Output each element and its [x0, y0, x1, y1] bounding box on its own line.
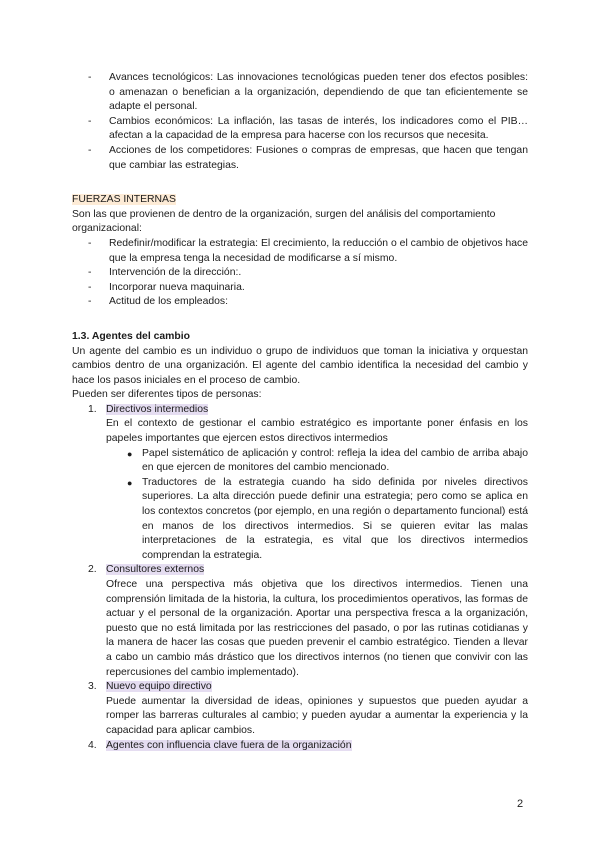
agent-types-list [72, 403, 528, 753]
dash-marker: - [88, 281, 92, 293]
list-item: - Acciones de los competidores: Fusiones o compras de empresas, que hacen que tengan que cambiar las estrategias. [88, 144, 528, 171]
internal-forces-intro: Son las que provienen de dentro de la organización, surgen del análisis del comportamiento organizacional: [72, 208, 496, 235]
list-item: - Redefinir/modificar la estrategia: El crecimiento, la reducción o el cambio de objetivos hace que la empresa tenga la necesidad de modificarse a sí mismo. [88, 237, 528, 264]
dash-marker: - [88, 237, 92, 249]
agent-type-title: Agentes con influencia clave fuera de la organización [106, 739, 352, 751]
dash-marker: - [88, 296, 92, 308]
dash-marker: - [88, 115, 92, 127]
agent-type-body: Ofrece una perspectiva más objetiva que los directivos intermedios. Tienen una comprensión limitada de la historia, la cultura, los procedimientos operativos, las formas de actuar y el personal de la organización. Aportar una perspectiva fresca a la organización, puesto que no está limitada por las restricciones del pasado, o por las rutinas cotidianas y la manera de hacer las cosas que pueden prevenir el cambio estratégico. Tienden a llevar a cabo un cambio más drástico que los directivos internos (no tienen que convivir con las repercusiones del cambio implementado). [106, 579, 528, 678]
list-item: - Intervención de la dirección:. [88, 266, 528, 281]
page-number: 2 [517, 798, 524, 810]
bullet-item: ● Papel sistemático de aplicación y control: refleja la idea del cambio de arriba abajo en que ejercen de monitores del cambio mencionado. [127, 447, 528, 474]
external-forces-list [72, 71, 528, 173]
change-agents-types-label: Pueden ser diferentes tipos de personas: [72, 389, 262, 401]
agent-type-item [88, 563, 528, 680]
change-agents-intro: Un agente del cambio es un individuo o grupo de individuos que toman la iniciativa y orquestan cambios dentro de una organización. El agente del cambio identifica la necesidad del cambio y hace los pasos iniciales en el proceso de cambio. [72, 345, 528, 386]
item-number: 1. [88, 403, 97, 415]
bullet-icon: ● [127, 477, 133, 488]
agent-type-title: Nuevo equipo directivo [106, 681, 212, 693]
dash-marker: - [88, 267, 92, 279]
agent-type-bullets [106, 447, 528, 564]
list-item: - Avances tecnológicos: Las innovaciones tecnológicas pueden tener dos efectos posibles: o amenazan o benefician a la organización, dependiendo de que tan eficientemente se adapte el personal. [88, 72, 528, 113]
agent-type-item [88, 739, 528, 754]
list-item: - Incorporar nueva maquinaria. [88, 281, 528, 296]
agent-type-title: Consultores externos [106, 564, 205, 576]
bullet-item: ● Traductores de la estrategia cuando ha sido definida por niveles directivos superiores. La alta dirección puede definir una estrategia; pero como se aplica en los contextos concretos (por ejemplo, en una región o departamento funcional) está en manos de los directivos intermedios. Si se quieren evitar las malas interpretaciones de la estrategia, es vital que los directivos intermedios comprendan la estrategia. [127, 476, 528, 561]
list-item: - Cambios económicos: La inflación, las tasas de interés, los indicadores como el PIB… afectan a la capacidad de la empresa para hacerse con los recursos que necesita. [88, 115, 528, 142]
item-number: 3. [88, 681, 97, 693]
dash-marker: - [88, 72, 92, 83]
section-heading: 1.3. Agentes del cambio [72, 330, 190, 342]
list-item: - Actitud de los empleados: [88, 295, 528, 310]
agent-type-item [88, 403, 528, 564]
bullet-icon: ● [127, 448, 133, 459]
dash-marker: - [88, 144, 92, 156]
item-number: 2. [88, 564, 97, 576]
item-number: 4. [88, 739, 97, 751]
agent-type-body: En el contexto de gestionar el cambio estratégico es importante poner énfasis en los papeles importantes que ejercen estos directivos intermedios [106, 418, 528, 445]
agent-type-item [88, 680, 528, 738]
agent-type-title: Directivos intermedios [106, 403, 209, 415]
agent-type-body: Puede aumentar la diversidad de ideas, opiniones y supuestos que pueden ayudar a romper las barreras culturales al cambio; y pueden ayudar a aumentar la experiencia y la capacidad para aplicar cambios. [106, 695, 528, 736]
page-content [72, 71, 528, 753]
internal-forces-list [72, 237, 528, 310]
internal-forces-label: FUERZAS INTERNAS [72, 194, 176, 206]
